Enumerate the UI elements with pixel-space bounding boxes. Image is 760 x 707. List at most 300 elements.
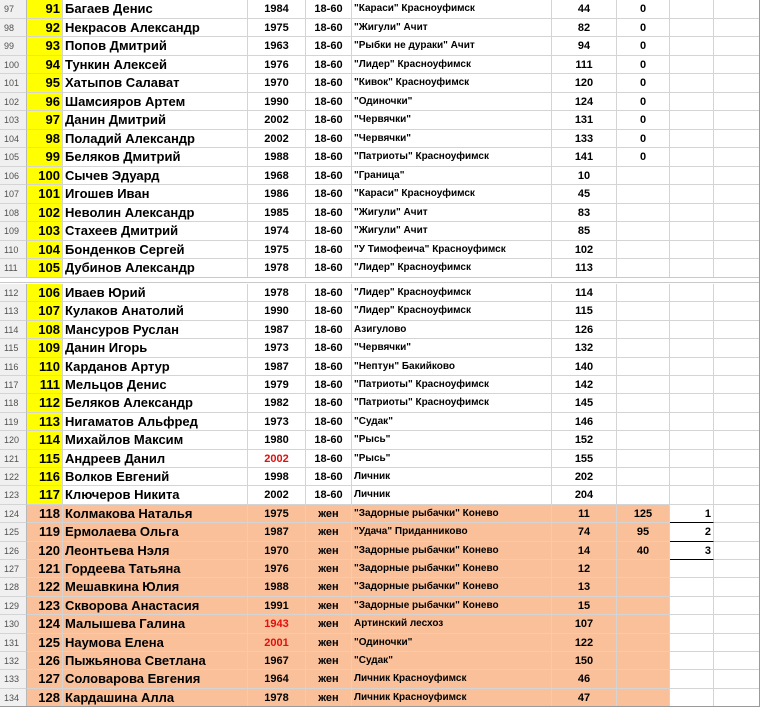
result-cell[interactable]: 204 xyxy=(552,486,617,504)
place-cell[interactable] xyxy=(670,413,714,431)
birth-year[interactable]: 1973 xyxy=(248,413,306,431)
team-name[interactable]: "Кивок" Красноуфимск xyxy=(352,74,552,93)
participant-number[interactable]: 91 xyxy=(27,0,63,19)
participant-number[interactable]: 99 xyxy=(27,148,63,167)
table-row[interactable] xyxy=(0,0,760,19)
participant-number[interactable]: 121 xyxy=(27,560,63,578)
participant-name[interactable]: Соловарова Евгения xyxy=(63,670,248,688)
result-cell[interactable]: 145 xyxy=(552,394,617,412)
participant-name[interactable]: Мешавкина Юлия xyxy=(63,578,248,596)
result-cell[interactable]: 82 xyxy=(552,19,617,38)
result-cell[interactable]: 111 xyxy=(552,56,617,75)
result-cell[interactable]: 107 xyxy=(552,615,617,633)
points-cell[interactable]: 0 xyxy=(617,130,670,149)
table-row[interactable] xyxy=(0,652,760,670)
participant-number[interactable]: 106 xyxy=(27,284,63,302)
table-row[interactable] xyxy=(0,523,760,541)
points-cell[interactable] xyxy=(617,634,670,652)
place-cell[interactable] xyxy=(670,167,714,186)
points-cell[interactable]: 0 xyxy=(617,37,670,56)
participant-number[interactable]: 109 xyxy=(27,339,63,357)
team-name[interactable]: "Рыбки не дураки" Ачит xyxy=(352,37,552,56)
participant-number[interactable]: 102 xyxy=(27,204,63,223)
row-header[interactable]: 115 xyxy=(0,339,27,357)
birth-year[interactable]: 1998 xyxy=(248,468,306,486)
empty-cell[interactable] xyxy=(714,689,760,707)
birth-year[interactable]: 1987 xyxy=(248,358,306,376)
participant-number[interactable]: 110 xyxy=(27,358,63,376)
age-group[interactable]: 18-60 xyxy=(306,376,352,394)
points-cell[interactable] xyxy=(617,431,670,449)
row-header[interactable]: 127 xyxy=(0,560,27,578)
result-cell[interactable]: 142 xyxy=(552,376,617,394)
birth-year[interactable]: 2002 xyxy=(248,450,306,468)
participant-name[interactable]: Иваев Юрий xyxy=(63,284,248,302)
birth-year[interactable]: 1975 xyxy=(248,19,306,38)
team-name[interactable]: Личник xyxy=(352,486,552,504)
age-group[interactable]: 18-60 xyxy=(306,413,352,431)
points-cell[interactable] xyxy=(617,413,670,431)
birth-year[interactable]: 1968 xyxy=(248,167,306,186)
team-name[interactable]: Личник xyxy=(352,468,552,486)
table-row[interactable] xyxy=(0,450,760,468)
participant-name[interactable]: Малышева Галина xyxy=(63,615,248,633)
result-cell[interactable]: 115 xyxy=(552,302,617,320)
participant-number[interactable]: 93 xyxy=(27,37,63,56)
age-group[interactable]: 18-60 xyxy=(306,37,352,56)
row-header[interactable]: 113 xyxy=(0,302,27,320)
participant-name[interactable]: Попов Дмитрий xyxy=(63,37,248,56)
participant-number[interactable]: 95 xyxy=(27,74,63,93)
age-group[interactable]: 18-60 xyxy=(306,93,352,112)
table-row[interactable] xyxy=(0,597,760,615)
age-group[interactable]: жен xyxy=(306,615,352,633)
team-name[interactable]: "Судак" xyxy=(352,413,552,431)
participant-name[interactable]: Игошев Иван xyxy=(63,185,248,204)
age-group[interactable]: 18-60 xyxy=(306,302,352,320)
table-row[interactable] xyxy=(0,204,760,223)
result-cell[interactable]: 113 xyxy=(552,259,617,278)
points-cell[interactable] xyxy=(617,302,670,320)
birth-year[interactable]: 1975 xyxy=(248,241,306,260)
empty-cell[interactable] xyxy=(714,167,760,186)
birth-year[interactable]: 1978 xyxy=(248,689,306,707)
points-cell[interactable] xyxy=(617,468,670,486)
place-cell[interactable]: 1 xyxy=(670,505,714,523)
table-row[interactable] xyxy=(0,542,760,560)
result-cell[interactable]: 15 xyxy=(552,597,617,615)
birth-year[interactable]: 1976 xyxy=(248,56,306,75)
table-row[interactable] xyxy=(0,560,760,578)
team-name[interactable]: "Задорные рыбачки" Конево xyxy=(352,597,552,615)
age-group[interactable]: 18-60 xyxy=(306,56,352,75)
points-cell[interactable] xyxy=(617,321,670,339)
participant-number[interactable]: 117 xyxy=(27,486,63,504)
place-cell[interactable] xyxy=(670,597,714,615)
row-header[interactable]: 116 xyxy=(0,358,27,376)
birth-year[interactable]: 1976 xyxy=(248,560,306,578)
participant-number[interactable]: 115 xyxy=(27,450,63,468)
empty-cell[interactable] xyxy=(714,185,760,204)
participant-name[interactable]: Мансуров Руслан xyxy=(63,321,248,339)
points-cell[interactable]: 0 xyxy=(617,74,670,93)
team-name[interactable]: "Лидер" Красноуфимск xyxy=(352,56,552,75)
empty-cell[interactable] xyxy=(714,0,760,19)
empty-cell[interactable] xyxy=(714,241,760,260)
birth-year[interactable]: 1974 xyxy=(248,222,306,241)
place-cell[interactable] xyxy=(670,652,714,670)
empty-cell[interactable] xyxy=(714,222,760,241)
table-row[interactable] xyxy=(0,148,760,167)
empty-cell[interactable] xyxy=(714,148,760,167)
empty-cell[interactable] xyxy=(714,37,760,56)
place-cell[interactable] xyxy=(670,450,714,468)
age-group[interactable]: 18-60 xyxy=(306,259,352,278)
row-header[interactable]: 101 xyxy=(0,74,27,93)
participant-name[interactable]: Беляков Александр xyxy=(63,394,248,412)
row-header[interactable]: 98 xyxy=(0,19,27,38)
participant-name[interactable]: Андреев Данил xyxy=(63,450,248,468)
place-cell[interactable] xyxy=(670,376,714,394)
birth-year[interactable]: 1943 xyxy=(248,615,306,633)
age-group[interactable]: 18-60 xyxy=(306,19,352,38)
points-cell[interactable] xyxy=(617,241,670,260)
result-cell[interactable]: 146 xyxy=(552,413,617,431)
result-cell[interactable]: 155 xyxy=(552,450,617,468)
place-cell[interactable] xyxy=(670,56,714,75)
age-group[interactable]: 18-60 xyxy=(306,241,352,260)
age-group[interactable]: жен xyxy=(306,597,352,615)
age-group[interactable]: 18-60 xyxy=(306,431,352,449)
row-header[interactable]: 134 xyxy=(0,689,27,707)
place-cell[interactable] xyxy=(670,37,714,56)
team-name[interactable]: Личник Красноуфимск xyxy=(352,689,552,707)
team-name[interactable]: "Патриоты" Красноуфимск xyxy=(352,394,552,412)
place-cell[interactable] xyxy=(670,634,714,652)
row-header[interactable]: 117 xyxy=(0,376,27,394)
age-group[interactable]: 18-60 xyxy=(306,321,352,339)
result-cell[interactable]: 102 xyxy=(552,241,617,260)
birth-year[interactable]: 1987 xyxy=(248,321,306,339)
points-cell[interactable] xyxy=(617,486,670,504)
place-cell[interactable] xyxy=(670,394,714,412)
participant-name[interactable]: Михайлов Максим xyxy=(63,431,248,449)
participant-name[interactable]: Колмакова Наталья xyxy=(63,505,248,523)
participant-name[interactable]: Шамсияров Артем xyxy=(63,93,248,112)
birth-year[interactable]: 1973 xyxy=(248,339,306,357)
age-group[interactable]: 18-60 xyxy=(306,486,352,504)
team-name[interactable]: "Задорные рыбачки" Конево xyxy=(352,505,552,523)
table-row[interactable] xyxy=(0,670,760,688)
table-row[interactable] xyxy=(0,578,760,596)
empty-cell[interactable] xyxy=(714,204,760,223)
place-cell[interactable] xyxy=(670,689,714,707)
table-row[interactable] xyxy=(0,413,760,431)
place-cell[interactable] xyxy=(670,468,714,486)
points-cell[interactable]: 0 xyxy=(617,111,670,130)
table-row[interactable] xyxy=(0,486,760,504)
participant-name[interactable]: Пыжьянова Светлана xyxy=(63,652,248,670)
place-cell[interactable] xyxy=(670,74,714,93)
empty-cell[interactable] xyxy=(714,111,760,130)
result-cell[interactable]: 122 xyxy=(552,634,617,652)
participant-number[interactable]: 103 xyxy=(27,222,63,241)
empty-cell[interactable] xyxy=(714,578,760,596)
points-cell[interactable]: 125 xyxy=(617,505,670,523)
row-header[interactable]: 124 xyxy=(0,505,27,523)
birth-year[interactable]: 1988 xyxy=(248,148,306,167)
row-header[interactable]: 121 xyxy=(0,450,27,468)
empty-cell[interactable] xyxy=(714,560,760,578)
place-cell[interactable]: 3 xyxy=(670,542,714,560)
empty-cell[interactable] xyxy=(714,670,760,688)
empty-cell[interactable] xyxy=(714,302,760,320)
participant-number[interactable]: 105 xyxy=(27,259,63,278)
empty-cell[interactable] xyxy=(714,130,760,149)
table-row[interactable] xyxy=(0,468,760,486)
birth-year[interactable]: 2002 xyxy=(248,111,306,130)
birth-year[interactable]: 1990 xyxy=(248,93,306,112)
team-name[interactable]: "Граница" xyxy=(352,167,552,186)
table-row[interactable] xyxy=(0,185,760,204)
participant-name[interactable]: Скворова Анастасия xyxy=(63,597,248,615)
points-cell[interactable]: 0 xyxy=(617,148,670,167)
participant-name[interactable]: Ключеров Никита xyxy=(63,486,248,504)
team-name[interactable]: "Жигули" Ачит xyxy=(352,222,552,241)
participant-number[interactable]: 112 xyxy=(27,394,63,412)
place-cell[interactable] xyxy=(670,259,714,278)
team-name[interactable]: "Караси" Красноуфимск xyxy=(352,0,552,19)
place-cell[interactable] xyxy=(670,130,714,149)
points-cell[interactable] xyxy=(617,222,670,241)
row-header[interactable]: 103 xyxy=(0,111,27,130)
participant-number[interactable]: 108 xyxy=(27,321,63,339)
participant-number[interactable]: 122 xyxy=(27,578,63,596)
place-cell[interactable] xyxy=(670,241,714,260)
empty-cell[interactable] xyxy=(714,597,760,615)
row-header[interactable]: 104 xyxy=(0,130,27,149)
points-cell[interactable] xyxy=(617,259,670,278)
birth-year[interactable]: 1978 xyxy=(248,284,306,302)
table-row[interactable] xyxy=(0,505,760,523)
team-name[interactable]: "Задорные рыбачки" Конево xyxy=(352,542,552,560)
age-group[interactable]: 18-60 xyxy=(306,450,352,468)
birth-year[interactable]: 1987 xyxy=(248,523,306,541)
participant-number[interactable]: 107 xyxy=(27,302,63,320)
result-cell[interactable]: 150 xyxy=(552,652,617,670)
points-cell[interactable] xyxy=(617,185,670,204)
team-name[interactable]: "Лидер" Красноуфимск xyxy=(352,302,552,320)
table-row[interactable] xyxy=(0,56,760,75)
team-name[interactable]: "Червячки" xyxy=(352,130,552,149)
table-row[interactable] xyxy=(0,37,760,56)
place-cell[interactable] xyxy=(670,339,714,357)
result-cell[interactable]: 141 xyxy=(552,148,617,167)
age-group[interactable]: 18-60 xyxy=(306,74,352,93)
participant-name[interactable]: Стахеев Дмитрий xyxy=(63,222,248,241)
table-row[interactable] xyxy=(0,302,760,320)
empty-cell[interactable] xyxy=(714,321,760,339)
age-group[interactable]: жен xyxy=(306,578,352,596)
team-name[interactable]: "Задорные рыбачки" Конево xyxy=(352,578,552,596)
participant-name[interactable]: Карданов Артур xyxy=(63,358,248,376)
team-name[interactable]: "Жигули" Ачит xyxy=(352,19,552,38)
birth-year[interactable]: 1979 xyxy=(248,376,306,394)
participant-number[interactable]: 94 xyxy=(27,56,63,75)
birth-year[interactable]: 1967 xyxy=(248,652,306,670)
points-cell[interactable] xyxy=(617,689,670,707)
row-header[interactable]: 102 xyxy=(0,93,27,112)
points-cell[interactable] xyxy=(617,376,670,394)
empty-cell[interactable] xyxy=(714,284,760,302)
participant-name[interactable]: Кардашина Алла xyxy=(63,689,248,707)
participant-name[interactable]: Беляков Дмитрий xyxy=(63,148,248,167)
points-cell[interactable] xyxy=(617,394,670,412)
table-row[interactable] xyxy=(0,321,760,339)
result-cell[interactable]: 11 xyxy=(552,505,617,523)
empty-cell[interactable] xyxy=(714,542,760,560)
points-cell[interactable]: 0 xyxy=(617,93,670,112)
empty-cell[interactable] xyxy=(714,19,760,38)
participant-name[interactable]: Поладий Александр xyxy=(63,130,248,149)
empty-cell[interactable] xyxy=(714,413,760,431)
points-cell[interactable] xyxy=(617,204,670,223)
birth-year[interactable]: 1963 xyxy=(248,37,306,56)
participant-number[interactable]: 128 xyxy=(27,689,63,707)
points-cell[interactable] xyxy=(617,339,670,357)
row-header[interactable]: 123 xyxy=(0,486,27,504)
result-cell[interactable]: 44 xyxy=(552,0,617,19)
birth-year[interactable]: 1964 xyxy=(248,670,306,688)
participant-name[interactable]: Данин Игорь xyxy=(63,339,248,357)
empty-cell[interactable] xyxy=(714,468,760,486)
table-row[interactable] xyxy=(0,259,760,278)
birth-year[interactable]: 1985 xyxy=(248,204,306,223)
points-cell[interactable] xyxy=(617,578,670,596)
team-name[interactable]: "Одиночки" xyxy=(352,634,552,652)
birth-year[interactable]: 1980 xyxy=(248,431,306,449)
row-header[interactable]: 122 xyxy=(0,468,27,486)
empty-cell[interactable] xyxy=(714,394,760,412)
result-cell[interactable]: 133 xyxy=(552,130,617,149)
row-header[interactable]: 112 xyxy=(0,284,27,302)
participant-name[interactable]: Волков Евгений xyxy=(63,468,248,486)
age-group[interactable]: 18-60 xyxy=(306,204,352,223)
result-cell[interactable]: 94 xyxy=(552,37,617,56)
points-cell[interactable] xyxy=(617,284,670,302)
participant-name[interactable]: Ермолаева Ольга xyxy=(63,523,248,541)
place-cell[interactable] xyxy=(670,111,714,130)
table-row[interactable] xyxy=(0,431,760,449)
result-cell[interactable]: 45 xyxy=(552,185,617,204)
team-name[interactable]: "Патриоты" Красноуфимск xyxy=(352,376,552,394)
team-name[interactable]: "Рысь" xyxy=(352,450,552,468)
team-name[interactable]: "Жигули" Ачит xyxy=(352,204,552,223)
participant-number[interactable]: 96 xyxy=(27,93,63,112)
participant-number[interactable]: 116 xyxy=(27,468,63,486)
age-group[interactable]: жен xyxy=(306,689,352,707)
participant-name[interactable]: Наумова Елена xyxy=(63,634,248,652)
participant-number[interactable]: 97 xyxy=(27,111,63,130)
place-cell[interactable] xyxy=(670,204,714,223)
age-group[interactable]: 18-60 xyxy=(306,468,352,486)
empty-cell[interactable] xyxy=(714,376,760,394)
place-cell[interactable] xyxy=(670,222,714,241)
result-cell[interactable]: 124 xyxy=(552,93,617,112)
empty-cell[interactable] xyxy=(714,450,760,468)
row-header[interactable]: 118 xyxy=(0,394,27,412)
participant-name[interactable]: Тункин Алексей xyxy=(63,56,248,75)
participant-name[interactable]: Гордеева Татьяна xyxy=(63,560,248,578)
points-cell[interactable] xyxy=(617,670,670,688)
table-row[interactable] xyxy=(0,241,760,260)
points-cell[interactable] xyxy=(617,450,670,468)
age-group[interactable]: жен xyxy=(306,652,352,670)
empty-cell[interactable] xyxy=(714,615,760,633)
place-cell[interactable] xyxy=(670,148,714,167)
birth-year[interactable]: 1990 xyxy=(248,302,306,320)
participant-name[interactable]: Бонденков Сергей xyxy=(63,241,248,260)
age-group[interactable]: жен xyxy=(306,670,352,688)
participant-number[interactable]: 127 xyxy=(27,670,63,688)
place-cell[interactable] xyxy=(670,0,714,19)
birth-year[interactable]: 1970 xyxy=(248,74,306,93)
row-header[interactable]: 130 xyxy=(0,615,27,633)
participant-number[interactable]: 124 xyxy=(27,615,63,633)
age-group[interactable]: 18-60 xyxy=(306,222,352,241)
age-group[interactable]: 18-60 xyxy=(306,394,352,412)
birth-year[interactable]: 1978 xyxy=(248,259,306,278)
row-header[interactable]: 97 xyxy=(0,0,27,19)
empty-cell[interactable] xyxy=(714,358,760,376)
table-row[interactable] xyxy=(0,19,760,38)
points-cell[interactable]: 0 xyxy=(617,19,670,38)
birth-year[interactable]: 1975 xyxy=(248,505,306,523)
result-cell[interactable]: 140 xyxy=(552,358,617,376)
team-name[interactable]: "Лидер" Красноуфимск xyxy=(352,284,552,302)
birth-year[interactable]: 1988 xyxy=(248,578,306,596)
place-cell[interactable] xyxy=(670,486,714,504)
place-cell[interactable] xyxy=(670,19,714,38)
result-cell[interactable]: 83 xyxy=(552,204,617,223)
result-cell[interactable]: 132 xyxy=(552,339,617,357)
points-cell[interactable] xyxy=(617,615,670,633)
table-row[interactable] xyxy=(0,222,760,241)
empty-cell[interactable] xyxy=(714,56,760,75)
row-header[interactable]: 107 xyxy=(0,185,27,204)
place-cell[interactable] xyxy=(670,431,714,449)
row-header[interactable]: 110 xyxy=(0,241,27,260)
place-cell[interactable] xyxy=(670,560,714,578)
points-cell[interactable] xyxy=(617,597,670,615)
team-name[interactable]: "Караси" Красноуфимск xyxy=(352,185,552,204)
table-row[interactable] xyxy=(0,634,760,652)
result-cell[interactable]: 13 xyxy=(552,578,617,596)
row-header[interactable]: 133 xyxy=(0,670,27,688)
points-cell[interactable]: 40 xyxy=(617,542,670,560)
age-group[interactable]: 18-60 xyxy=(306,111,352,130)
result-cell[interactable]: 202 xyxy=(552,468,617,486)
participant-name[interactable]: Мельцов Денис xyxy=(63,376,248,394)
participant-number[interactable]: 104 xyxy=(27,241,63,260)
table-row[interactable] xyxy=(0,93,760,112)
row-header[interactable]: 111 xyxy=(0,259,27,278)
participant-number[interactable]: 125 xyxy=(27,634,63,652)
table-row[interactable] xyxy=(0,74,760,93)
age-group[interactable]: жен xyxy=(306,523,352,541)
result-cell[interactable]: 10 xyxy=(552,167,617,186)
participant-name[interactable]: Некрасов Александр xyxy=(63,19,248,38)
